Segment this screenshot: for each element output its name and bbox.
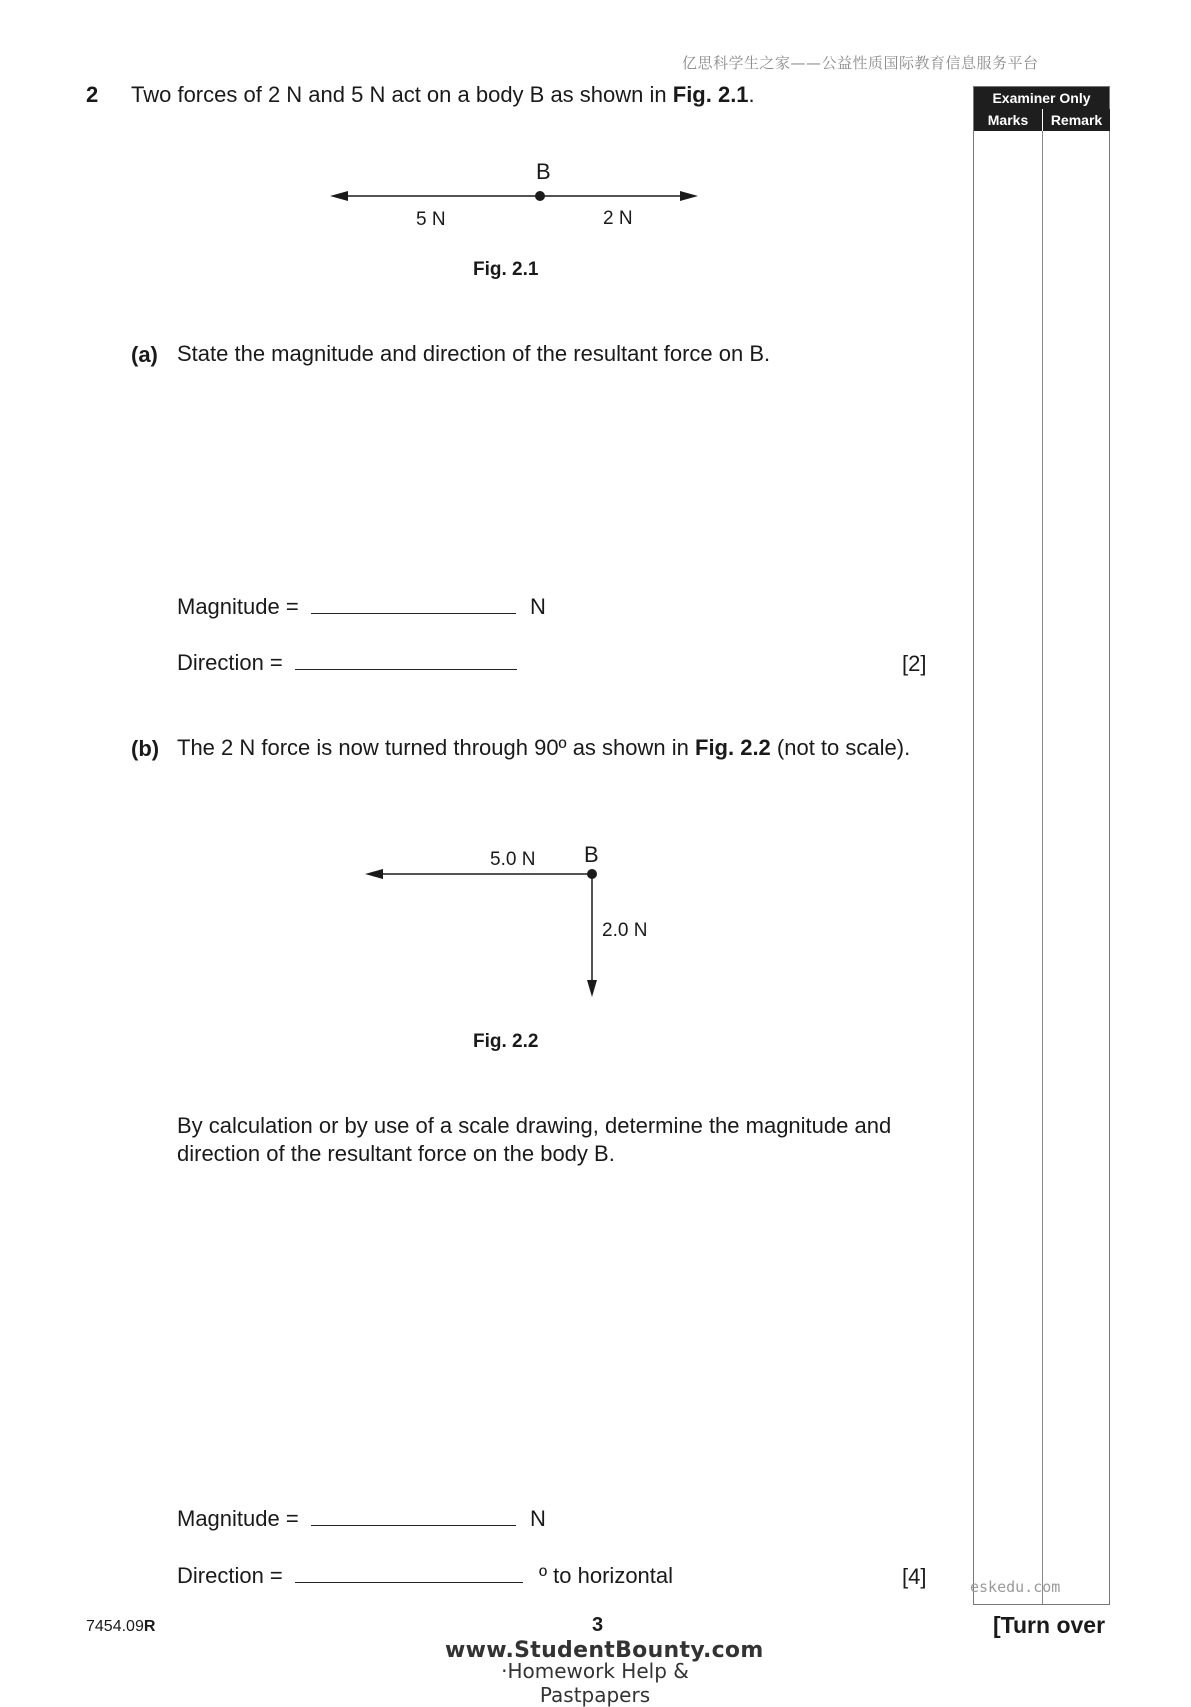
footer-watermark: eskedu.com xyxy=(970,1578,1061,1596)
fig1-caption: Fig. 2.1 xyxy=(473,259,539,280)
fig1-point-label: B xyxy=(536,159,551,184)
figure-2-1 xyxy=(320,150,720,240)
part-a-marks: [2] xyxy=(902,651,927,676)
part-a-direction-label: Direction = xyxy=(177,650,283,675)
part-b-label: (b) xyxy=(131,736,160,761)
question-number: 2 xyxy=(86,82,99,107)
fig2-left-arrowhead xyxy=(365,869,383,879)
part-b-magnitude-field[interactable] xyxy=(311,1507,516,1526)
part-a-magnitude-line xyxy=(177,594,546,620)
part-b-direction-field[interactable] xyxy=(295,1564,523,1583)
part-b-text xyxy=(177,734,917,762)
examiner-marks-header: Marks xyxy=(974,109,1042,131)
fig1-right-force-label: 2 N xyxy=(603,208,633,229)
part-a-magnitude-field[interactable] xyxy=(311,595,516,614)
fig1-body-point xyxy=(535,191,545,201)
examiner-column-divider xyxy=(1042,131,1043,1604)
part-a-direction-field[interactable] xyxy=(295,651,517,670)
part-b-figure-ref: Fig. 2.2 xyxy=(695,735,771,760)
fig1-left-arrowhead xyxy=(330,191,348,201)
part-b-magnitude-line xyxy=(177,1506,546,1532)
part-b-direction-line xyxy=(177,1563,673,1589)
part-a-magnitude-label: Magnitude = xyxy=(177,594,299,619)
page-number: 3 xyxy=(592,1614,604,1636)
logo-line-1: www.StudentBounty.com xyxy=(445,1638,764,1663)
fig2-left-force-label: 5.0 N xyxy=(490,849,536,870)
fig2-body-point xyxy=(587,869,597,879)
figure-2-2 xyxy=(350,835,680,1005)
paper-code-suffix: R xyxy=(143,1618,156,1635)
paper-code xyxy=(86,1618,155,1636)
examiner-remark-header: Remark xyxy=(1043,109,1110,131)
stem-text: Two forces of 2 N and 5 N act on a body B as shown in xyxy=(131,82,673,107)
turn-over: [Turn over xyxy=(993,1612,1106,1638)
fig2-down-force-label: 2.0 N xyxy=(602,920,648,941)
part-b-magnitude-unit: N xyxy=(529,1506,546,1531)
examiner-box xyxy=(973,86,1110,1605)
part-a-label: (a) xyxy=(131,342,158,367)
fig2-down-arrowhead xyxy=(587,980,597,997)
part-a-magnitude-unit: N xyxy=(529,594,546,619)
part-b-text-start: The 2 N force is now turned through 90º as shown in xyxy=(177,735,695,760)
part-b-text-end: (not to scale). xyxy=(770,735,911,760)
stem-end: . xyxy=(748,82,755,107)
paper-code-number: 7454.09 xyxy=(86,1618,144,1635)
part-b-direction-suffix: º to horizontal xyxy=(539,1563,674,1588)
studentbounty-logo xyxy=(445,1638,764,1707)
part-a-direction-line xyxy=(177,650,517,676)
logo-line-2: ·Homework Help & Pastpapers xyxy=(501,1659,689,1707)
part-a-text: State the magnitude and direction of the resultant force on B. xyxy=(177,341,771,366)
fig1-right-arrowhead xyxy=(680,191,698,201)
part-b-instruction: By calculation or by use of a scale drawing, determine the magnitude and direction of the resultant force on the body B. xyxy=(177,1113,892,1166)
part-b-marks: [4] xyxy=(902,1564,927,1589)
fig1-left-force-label: 5 N xyxy=(416,209,446,230)
question-stem xyxy=(131,82,755,108)
fig2-point-label: B xyxy=(584,842,599,867)
fig2-caption: Fig. 2.2 xyxy=(473,1031,539,1052)
stem-figure-ref: Fig. 2.1 xyxy=(672,82,749,107)
part-b-direction-label: Direction = xyxy=(177,1563,283,1588)
header-watermark: 亿思科学生之家——公益性质国际教育信息服务平台 xyxy=(682,54,1039,72)
examiner-title: Examiner Only xyxy=(974,87,1109,109)
part-b-magnitude-label: Magnitude = xyxy=(177,1506,299,1531)
